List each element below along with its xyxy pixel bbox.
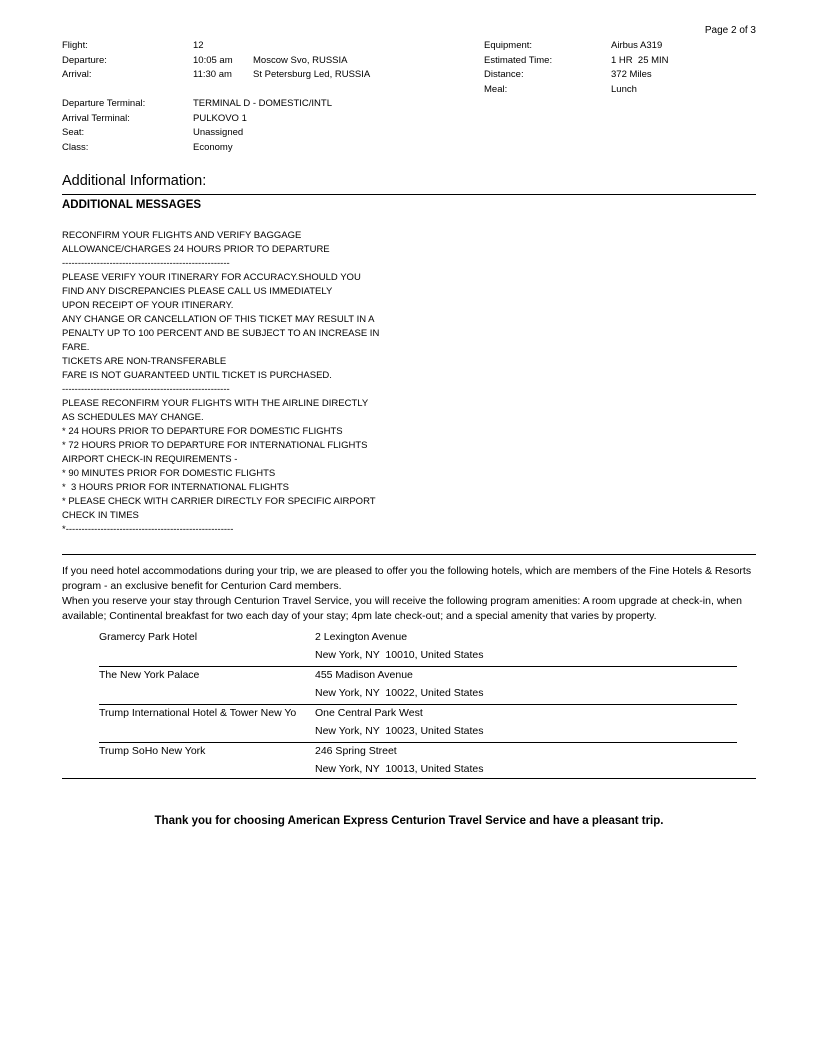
departure-terminal-label: Departure Terminal: xyxy=(62,98,146,109)
hotel-row xyxy=(99,705,737,743)
estimated-time-value: 1 HR 25 MIN xyxy=(611,55,669,66)
seat-label: Seat: xyxy=(62,127,85,138)
hotel-intro-paragraph: When you reserve your stay through Centurion Travel Service, you will receive the following program amenities: A room upgrade at check-in, when available; Continental breakfast for two each day of your stay; 4pm late check-out; and a special amenity that varies by property. xyxy=(62,595,742,622)
class-value: Economy xyxy=(193,142,233,153)
equipment-value: Airbus A319 xyxy=(611,40,663,51)
message-line: RECONFIRM YOUR FLIGHTS AND VERIFY BAGGAGE xyxy=(62,230,302,241)
message-line: FARE. xyxy=(62,342,90,353)
page-number: Page 2 of 3 xyxy=(704,25,756,36)
hotel-address-line1: One Central Park West xyxy=(315,707,423,719)
hotel-table xyxy=(99,629,737,781)
hotel-row xyxy=(99,667,737,705)
additional-info-heading: Additional Information: xyxy=(62,173,207,189)
message-line: FIND ANY DISCREPANCIES PLEASE CALL US IMMEDIATELY xyxy=(62,286,333,297)
hotel-name: Trump SoHo New York xyxy=(99,745,206,757)
hotel-address-line2: New York, NY 10022, United States xyxy=(315,687,484,699)
arrival-terminal-label: Arrival Terminal: xyxy=(62,113,130,124)
flight-number: 12 xyxy=(193,40,204,51)
message-line: ANY CHANGE OR CANCELLATION OF THIS TICKET MAY RESULT IN A xyxy=(62,314,375,325)
hotel-table-bottom-divider xyxy=(62,778,756,779)
meal-label: Meal: xyxy=(484,84,508,95)
hotel-address-line2: New York, NY 10023, United States xyxy=(315,725,484,737)
hotel-address-line2: New York, NY 10010, United States xyxy=(315,649,484,661)
class-label: Class: xyxy=(62,142,89,153)
message-line: * 24 HOURS PRIOR TO DEPARTURE FOR DOMESTIC FLIGHTS xyxy=(62,426,343,437)
arrival-label: Arrival: xyxy=(62,69,92,80)
message-line: ALLOWANCE/CHARGES 24 HOURS PRIOR TO DEPARTURE xyxy=(62,244,330,255)
message-line: FARE IS NOT GUARANTEED UNTIL TICKET IS PURCHASED. xyxy=(62,370,332,381)
message-line: CHECK IN TIMES xyxy=(62,510,139,521)
message-line: PLEASE RECONFIRM YOUR FLIGHTS WITH THE AIRLINE DIRECTLY xyxy=(62,398,369,409)
hotel-intro-paragraph: If you need hotel accommodations during your trip, we are pleased to offer you the following hotels, which are members of the Fine Hotels & Resorts program - an exclusive benefit for Centurion Card members. xyxy=(62,565,752,592)
additional-messages xyxy=(62,229,379,537)
hotel-row xyxy=(99,629,737,667)
message-separator: ----------------------------------------------------- xyxy=(62,258,230,269)
message-line: PENALTY UP TO 100 PERCENT AND BE SUBJECT TO AN INCREASE IN xyxy=(62,328,380,339)
hotel-name: Trump International Hotel & Tower New Yo xyxy=(99,707,297,719)
message-separator: *----------------------------------------------------- xyxy=(62,524,234,535)
estimated-time-label: Estimated Time: xyxy=(484,55,553,66)
hotel-name: Gramercy Park Hotel xyxy=(99,631,198,643)
message-line: PLEASE VERIFY YOUR ITINERARY FOR ACCURACY.SHOULD YOU xyxy=(62,272,361,283)
additional-messages-title: ADDITIONAL MESSAGES xyxy=(62,199,202,211)
meal-value: Lunch xyxy=(611,84,637,95)
message-line: * 72 HOURS PRIOR TO DEPARTURE FOR INTERNATIONAL FLIGHTS xyxy=(62,440,368,451)
equipment-label: Equipment: xyxy=(484,40,533,51)
hotels-divider xyxy=(62,554,756,555)
closing-message: Thank you for choosing American Express Centurion Travel Service and have a pleasant trip. xyxy=(154,815,664,827)
heading-divider xyxy=(62,194,756,195)
message-line: UPON RECEIPT OF YOUR ITINERARY. xyxy=(62,300,234,311)
distance-label: Distance: xyxy=(484,69,524,80)
hotel-address-line2: New York, NY 10013, United States xyxy=(315,763,484,775)
message-line: * 90 MINUTES PRIOR FOR DOMESTIC FLIGHTS xyxy=(62,468,276,479)
departure-time: 10:05 am xyxy=(193,55,233,66)
hotel-intro xyxy=(62,564,756,624)
arrival-terminal-value: PULKOVO 1 xyxy=(193,113,247,124)
hotel-address-line1: 2 Lexington Avenue xyxy=(315,631,408,643)
message-line: AIRPORT CHECK-IN REQUIREMENTS - xyxy=(62,454,238,465)
departure-terminal-value: TERMINAL D - DOMESTIC/INTL xyxy=(193,98,332,109)
hotel-address-line1: 246 Spring Street xyxy=(315,745,397,757)
arrival-time: 11:30 am xyxy=(193,69,232,80)
message-line: * PLEASE CHECK WITH CARRIER DIRECTLY FOR SPECIFIC AIRPORT xyxy=(62,496,376,507)
departure-place: Moscow Svo, RUSSIA xyxy=(253,55,348,66)
hotel-address-line1: 455 Madison Avenue xyxy=(315,669,413,681)
distance-value: 372 Miles xyxy=(611,69,652,80)
departure-label: Departure: xyxy=(62,55,107,66)
message-line: TICKETS ARE NON-TRANSFERABLE xyxy=(62,356,227,367)
hotel-row xyxy=(99,743,737,781)
hotel-name: The New York Palace xyxy=(99,669,200,681)
message-separator: ----------------------------------------------------- xyxy=(62,384,230,395)
arrival-place: St Petersburg Led, RUSSIA xyxy=(253,69,371,80)
message-line: * 3 HOURS PRIOR FOR INTERNATIONAL FLIGHTS xyxy=(62,482,289,493)
seat-value: Unassigned xyxy=(193,127,244,138)
flight-label: Flight: xyxy=(62,40,88,51)
message-line: AS SCHEDULES MAY CHANGE. xyxy=(62,412,204,423)
